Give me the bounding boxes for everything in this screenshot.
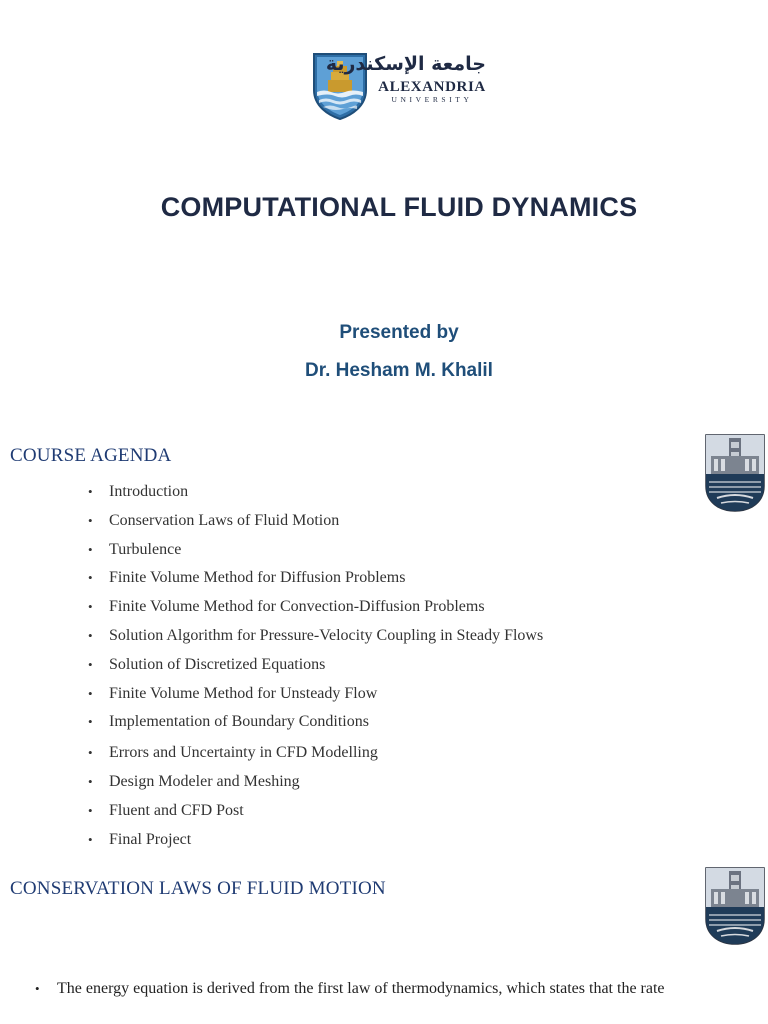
list-item: • Conservation Laws of Fluid Motion xyxy=(88,508,543,537)
list-item: • Finite Volume Method for Diffusion Problems xyxy=(88,565,543,594)
agenda-list xyxy=(88,479,543,856)
list-item: • Implementation of Boundary Conditions xyxy=(88,709,543,740)
university-subtitle: UNIVERSITY xyxy=(391,95,473,104)
list-item: • Introduction xyxy=(88,479,543,508)
university-arabic-name: جامعة الإسكندرية xyxy=(325,53,486,75)
body-text: The energy equation is derived from the first law of thermodynamics, which states that the rate xyxy=(57,980,665,997)
conservation-heading: CONSERVATION LAWS OF FLUID MOTION xyxy=(10,878,386,899)
faculty-seal-icon xyxy=(705,434,765,512)
list-item: • Solution of Discretized Equations xyxy=(88,652,543,681)
bullet: • xyxy=(35,981,40,996)
list-item: • Finite Volume Method for Convection-Diffusion Problems xyxy=(88,594,543,623)
agenda-heading: COURSE AGENDA xyxy=(10,445,172,466)
list-item: • Finite Volume Method for Unsteady Flow xyxy=(88,681,543,710)
list-item: • Errors and Uncertainty in CFD Modelling xyxy=(88,740,543,769)
list-item: • Fluent and CFD Post xyxy=(88,798,543,827)
list-item: • Solution Algorithm for Pressure-Velocity Coupling in Steady Flows xyxy=(88,623,543,652)
presented-by-label: Presented by xyxy=(339,322,459,343)
faculty-seal-icon xyxy=(705,867,765,945)
university-logo xyxy=(312,52,488,120)
list-item: • Final Project xyxy=(88,827,543,856)
presenter-name: Dr. Hesham M. Khalil xyxy=(305,360,493,381)
university-name: ALEXANDRIA xyxy=(378,79,486,95)
course-title: COMPUTATIONAL FLUID DYNAMICS xyxy=(160,192,638,222)
body-paragraph xyxy=(35,980,665,998)
list-item: • Design Modeler and Meshing xyxy=(88,769,543,798)
list-item: • Turbulence xyxy=(88,537,543,566)
